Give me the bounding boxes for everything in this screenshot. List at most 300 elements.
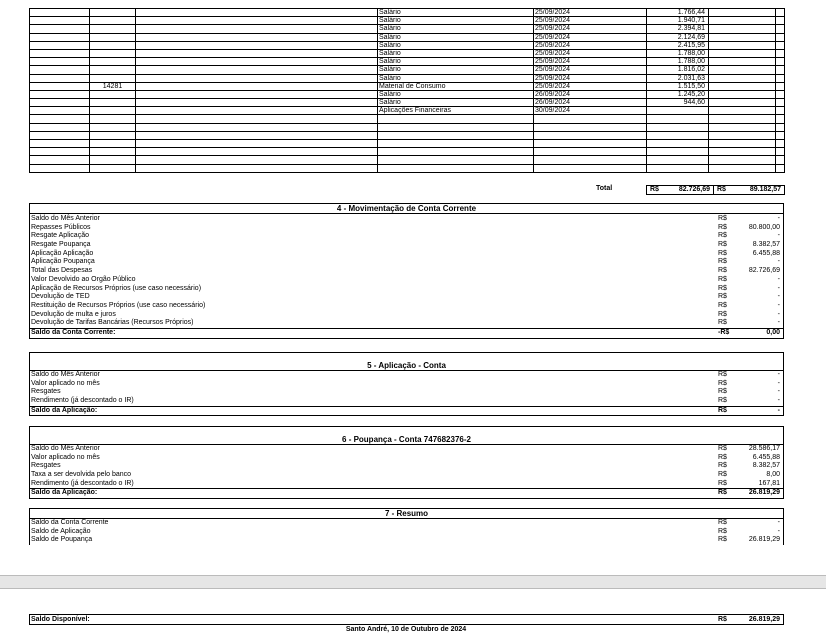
- section-row: [30, 258, 783, 267]
- row-label: Devolução de Tarifas Bancárias (Recursos Próprios): [31, 319, 194, 327]
- row-currency: R$: [718, 489, 727, 497]
- row-currency: R$: [718, 397, 727, 405]
- code-cell: [90, 66, 136, 74]
- value-cell: [647, 131, 709, 139]
- section-row: [30, 250, 783, 259]
- code-cell: [90, 148, 136, 156]
- total-label: Total: [596, 185, 613, 192]
- section-row: [30, 311, 783, 320]
- date-cell: [534, 140, 647, 148]
- blank-cell: [136, 131, 378, 139]
- row-value: -: [777, 388, 780, 396]
- blank-cell: [136, 115, 378, 123]
- ledger-row: [30, 58, 785, 66]
- description-cell: [378, 164, 534, 172]
- row-value: -: [777, 519, 780, 526]
- row-currency: R$: [718, 479, 727, 487]
- blank-cell: [776, 148, 785, 156]
- blank-cell: [136, 99, 378, 107]
- ledger-row: [30, 99, 785, 107]
- ledger-row: [30, 123, 785, 131]
- date-cell: 25/09/2024: [534, 17, 647, 25]
- code-cell: [90, 164, 136, 172]
- section-title: 6 - Poupança - Conta 747682376-2: [30, 435, 783, 445]
- blank-cell: [136, 148, 378, 156]
- row-label: Resgate Aplicação: [31, 232, 89, 240]
- date-cell: 26/09/2024: [534, 90, 647, 98]
- row-currency: R$: [718, 519, 727, 526]
- code-cell: [90, 41, 136, 49]
- description-cell: Salário: [378, 17, 534, 25]
- row-currency: R$: [718, 471, 727, 479]
- date-cell: 25/09/2024: [534, 58, 647, 66]
- row-label: Valor aplicado no mês: [31, 453, 100, 461]
- code-cell: [90, 9, 136, 17]
- blank-cell: [776, 41, 785, 49]
- ledger-row: [30, 49, 785, 57]
- blank-cell: [776, 58, 785, 66]
- blank-cell: [709, 74, 776, 82]
- ledger-row: [30, 74, 785, 82]
- row-label: Resgates: [31, 462, 61, 470]
- row-label: Rendimento (já descontado o IR): [31, 397, 134, 405]
- ledger-row: [30, 90, 785, 98]
- blank-cell: [709, 140, 776, 148]
- code-cell: [90, 156, 136, 164]
- row-value: -: [777, 301, 780, 309]
- description-cell: Salário: [378, 25, 534, 33]
- blank-cell: [709, 90, 776, 98]
- blank-cell: [30, 74, 90, 82]
- date-cell: [534, 156, 647, 164]
- ledger-row: [30, 140, 785, 148]
- row-currency: R$: [718, 453, 727, 461]
- row-label: Taxa a ser devolvida pelo banco: [31, 471, 132, 479]
- row-label: Restituição de Recursos Próprios (use caso necessário): [31, 301, 206, 309]
- date-cell: 25/09/2024: [534, 9, 647, 17]
- section-row: [30, 224, 783, 233]
- description-cell: [378, 148, 534, 156]
- blank-cell: [136, 156, 378, 164]
- page-break: [0, 575, 826, 589]
- row-value: -: [777, 527, 780, 535]
- row-currency: R$: [718, 267, 727, 275]
- value-cell: 1.788,00: [647, 49, 709, 57]
- blank-cell: [30, 66, 90, 74]
- value-cell: 1.788,00: [647, 58, 709, 66]
- row-value: 80.800,00: [748, 223, 780, 231]
- blank-cell: [776, 82, 785, 90]
- blank-cell: [709, 107, 776, 115]
- blank-cell: [776, 33, 785, 41]
- row-currency: R$: [718, 293, 727, 301]
- row-label: Resgates: [31, 388, 61, 396]
- blank-cell: [30, 58, 90, 66]
- blank-cell: [30, 49, 90, 57]
- row-label: Saldo do Mês Anterior: [31, 371, 100, 378]
- total-balance-cell: [713, 185, 785, 195]
- blank-cell: [136, 90, 378, 98]
- blank-cell: [776, 131, 785, 139]
- row-label: Devolução de TED: [31, 293, 90, 301]
- row-value: 8,00: [766, 471, 780, 479]
- description-cell: Salário: [378, 99, 534, 107]
- blank-cell: [136, 107, 378, 115]
- row-label: Saldo da Conta Corrente:: [31, 328, 116, 336]
- blank-cell: [709, 49, 776, 57]
- value-cell: 2.124,69: [647, 33, 709, 41]
- total-expenses-cell: [646, 185, 714, 195]
- section-row: [30, 319, 783, 328]
- value-cell: 2.394,81: [647, 25, 709, 33]
- row-label: Saldo do Mês Anterior: [31, 445, 100, 452]
- blank-cell: [30, 140, 90, 148]
- blank-cell: [30, 33, 90, 41]
- section-row: [30, 276, 783, 285]
- section-row: [30, 462, 783, 471]
- row-value: -: [777, 371, 780, 378]
- blank-cell: [709, 25, 776, 33]
- row-label: Valor aplicado no mês: [31, 379, 100, 387]
- blank-cell: [136, 164, 378, 172]
- row-label: Valor Devolvido ao Orgão Público: [31, 275, 136, 283]
- section-row: [30, 536, 783, 545]
- section-row: [30, 480, 783, 489]
- date-cell: [534, 164, 647, 172]
- code-cell: 14281: [90, 82, 136, 90]
- total-currency: R$: [650, 186, 659, 193]
- row-label: Saldo de Aplicação: [31, 527, 91, 535]
- blank-cell: [30, 9, 90, 17]
- blank-cell: [709, 66, 776, 74]
- blank-cell: [776, 99, 785, 107]
- ledger-row: [30, 41, 785, 49]
- blank-cell: [30, 17, 90, 25]
- code-cell: [90, 140, 136, 148]
- blank-cell: [30, 123, 90, 131]
- blank-cell: [709, 41, 776, 49]
- ledger-row: [30, 25, 785, 33]
- date-cell: [534, 148, 647, 156]
- section-row: [30, 454, 783, 463]
- blank-cell: [136, 82, 378, 90]
- section-savings-account: [29, 426, 784, 499]
- blank-cell: [709, 99, 776, 107]
- blank-cell: [136, 74, 378, 82]
- blank-cell: [30, 99, 90, 107]
- section-row: [30, 285, 783, 294]
- available-balance-value: 26.819,29: [748, 616, 780, 623]
- row-value: -: [777, 293, 780, 301]
- blank-cell: [776, 49, 785, 57]
- date-cell: [534, 123, 647, 131]
- row-label: Repasses Públicos: [31, 223, 91, 231]
- section-investment-account: [29, 352, 784, 416]
- blank-cell: [136, 58, 378, 66]
- section-row: [30, 302, 783, 311]
- row-currency: R$: [718, 371, 727, 378]
- date-cell: 25/09/2024: [534, 25, 647, 33]
- row-currency: R$: [718, 388, 727, 396]
- row-value: 26.819,29: [748, 536, 780, 544]
- description-cell: Material de Consumo: [378, 82, 534, 90]
- description-cell: Salário: [378, 58, 534, 66]
- row-value: -: [777, 284, 780, 292]
- blank-cell: [709, 17, 776, 25]
- description-cell: Salário: [378, 33, 534, 41]
- row-value: 6.455,88: [752, 453, 780, 461]
- code-cell: [90, 58, 136, 66]
- row-value: -: [777, 406, 780, 414]
- section-row: [30, 215, 783, 224]
- blank-cell: [136, 9, 378, 17]
- section-summary: [29, 508, 784, 545]
- ledger-row: [30, 9, 785, 17]
- row-currency: R$: [718, 301, 727, 309]
- section-row: [30, 267, 783, 276]
- blank-cell: [136, 33, 378, 41]
- ledger-row: [30, 82, 785, 90]
- ledger-row: [30, 66, 785, 74]
- value-cell: 1.245,20: [647, 90, 709, 98]
- description-cell: [378, 123, 534, 131]
- row-label: Saldo da Aplicação:: [31, 489, 98, 497]
- section-row: [30, 528, 783, 537]
- total-currency-2: R$: [717, 186, 726, 193]
- row-label: Aplicação Poupança: [31, 258, 95, 266]
- row-currency: R$: [718, 527, 727, 535]
- date-cell: 25/09/2024: [534, 33, 647, 41]
- section-row: [30, 232, 783, 241]
- blank-cell: [136, 140, 378, 148]
- value-cell: 1.515,50: [647, 82, 709, 90]
- blank-cell: [776, 156, 785, 164]
- blank-cell: [709, 164, 776, 172]
- blank-cell: [709, 156, 776, 164]
- section-title: 4 - Movimentação de Conta Corrente: [30, 204, 783, 214]
- row-value: 0,00: [766, 328, 780, 336]
- value-cell: [647, 115, 709, 123]
- row-value: -: [777, 379, 780, 387]
- blank-cell: [30, 164, 90, 172]
- code-cell: [90, 115, 136, 123]
- blank-cell: [30, 148, 90, 156]
- code-cell: [90, 107, 136, 115]
- row-value: -: [777, 397, 780, 405]
- row-currency: R$: [718, 223, 727, 231]
- value-cell: [647, 164, 709, 172]
- date-cell: 25/09/2024: [534, 66, 647, 74]
- row-label: Saldo do Mês Anterior: [31, 215, 100, 222]
- blank-cell: [136, 25, 378, 33]
- place-and-date: Santo André, 10 de Outubro de 2024: [345, 626, 467, 633]
- description-cell: Salário: [378, 66, 534, 74]
- blank-cell: [709, 9, 776, 17]
- row-value: 6.455,88: [752, 249, 780, 257]
- date-cell: 25/09/2024: [534, 41, 647, 49]
- blank-cell: [30, 82, 90, 90]
- ledger-row: [30, 17, 785, 25]
- section-current-account: [29, 203, 784, 339]
- row-currency: R$: [718, 319, 727, 327]
- row-currency: R$: [718, 462, 727, 470]
- section-total-row: [30, 328, 783, 338]
- row-label: Saldo da Aplicação:: [31, 406, 98, 414]
- row-value: -: [777, 310, 780, 318]
- code-cell: [90, 90, 136, 98]
- blank-cell: [136, 49, 378, 57]
- blank-cell: [709, 58, 776, 66]
- value-cell: 2.031,63: [647, 74, 709, 82]
- section-title: 5 - Aplicação - Conta: [30, 361, 783, 371]
- blank-cell: [30, 156, 90, 164]
- row-currency: R$: [718, 536, 727, 544]
- description-cell: [378, 131, 534, 139]
- row-value: -: [777, 275, 780, 283]
- value-cell: 1.766,44: [647, 9, 709, 17]
- code-cell: [90, 99, 136, 107]
- ledger-row: [30, 115, 785, 123]
- row-label: Resgate Poupança: [31, 241, 91, 249]
- section-row: [30, 445, 783, 454]
- blank-cell: [30, 90, 90, 98]
- row-value: 82.726,69: [748, 267, 780, 275]
- blank-cell: [776, 123, 785, 131]
- row-label: Aplicação de Recursos Próprios (use caso necessário): [31, 284, 202, 292]
- row-label: Saldo de Poupança: [31, 536, 93, 544]
- date-cell: 26/09/2024: [534, 99, 647, 107]
- code-cell: [90, 74, 136, 82]
- description-cell: [378, 140, 534, 148]
- blank-cell: [776, 25, 785, 33]
- row-label: Rendimento (já descontado o IR): [31, 479, 134, 487]
- ledger-row: [30, 148, 785, 156]
- available-balance-label: Saldo Disponível:: [31, 616, 90, 623]
- value-cell: [647, 156, 709, 164]
- date-cell: [534, 115, 647, 123]
- value-cell: [647, 140, 709, 148]
- row-value: 8.382,57: [752, 462, 780, 470]
- section-row: [30, 519, 783, 528]
- section-row: [30, 241, 783, 250]
- expense-ledger-table: [29, 8, 785, 173]
- value-cell: 1.816,02: [647, 66, 709, 74]
- row-value: -: [777, 232, 780, 240]
- row-currency: -R$: [718, 328, 730, 336]
- blank-cell: [30, 115, 90, 123]
- row-currency: R$: [718, 215, 727, 222]
- value-cell: [647, 123, 709, 131]
- section-row: [30, 380, 783, 389]
- description-cell: Salário: [378, 41, 534, 49]
- section-total-row: [30, 406, 783, 416]
- row-currency: R$: [718, 275, 727, 283]
- description-cell: Aplicações Financeiras: [378, 107, 534, 115]
- blank-cell: [30, 131, 90, 139]
- description-cell: Salário: [378, 74, 534, 82]
- date-cell: 30/09/2024: [534, 107, 647, 115]
- blank-cell: [709, 123, 776, 131]
- date-cell: 25/09/2024: [534, 74, 647, 82]
- total-value-2: 89.182,57: [749, 186, 781, 193]
- row-label: Devolução de multa e juros: [31, 310, 116, 318]
- blank-cell: [776, 107, 785, 115]
- code-cell: [90, 25, 136, 33]
- code-cell: [90, 17, 136, 25]
- row-currency: R$: [718, 232, 727, 240]
- date-cell: [534, 131, 647, 139]
- row-currency: R$: [718, 241, 727, 249]
- date-cell: 25/09/2024: [534, 49, 647, 57]
- ledger-row: [30, 164, 785, 172]
- row-currency: R$: [718, 249, 727, 257]
- code-cell: [90, 131, 136, 139]
- description-cell: Salário: [378, 90, 534, 98]
- description-cell: Salário: [378, 49, 534, 57]
- row-label: Aplicação Aplicação: [31, 249, 94, 257]
- section-title: 7 - Resumo: [30, 509, 783, 519]
- value-cell: 944,60: [647, 99, 709, 107]
- section-total-row: [30, 488, 783, 498]
- blank-cell: [709, 148, 776, 156]
- row-value: 8.382,57: [752, 241, 780, 249]
- blank-cell: [136, 66, 378, 74]
- ledger-row: [30, 131, 785, 139]
- available-balance: [29, 614, 784, 625]
- section-row: [30, 388, 783, 397]
- row-currency: R$: [718, 310, 727, 318]
- blank-cell: [776, 90, 785, 98]
- blank-cell: [776, 164, 785, 172]
- row-currency: R$: [718, 445, 727, 452]
- blank-cell: [776, 115, 785, 123]
- code-cell: [90, 123, 136, 131]
- blank-cell: [776, 17, 785, 25]
- date-cell: 25/09/2024: [534, 82, 647, 90]
- value-cell: 2.415,95: [647, 41, 709, 49]
- section-row: [30, 371, 783, 380]
- row-value: -: [777, 215, 780, 222]
- blank-cell: [30, 25, 90, 33]
- description-cell: [378, 115, 534, 123]
- blank-cell: [776, 74, 785, 82]
- ledger-row: [30, 107, 785, 115]
- blank-cell: [776, 140, 785, 148]
- blank-cell: [136, 17, 378, 25]
- blank-cell: [709, 33, 776, 41]
- row-currency: R$: [718, 284, 727, 292]
- blank-cell: [709, 82, 776, 90]
- section-row: [30, 471, 783, 480]
- available-balance-currency: R$: [718, 616, 727, 623]
- row-value: -: [777, 258, 780, 266]
- blank-cell: [776, 9, 785, 17]
- description-cell: [378, 156, 534, 164]
- section-row: [30, 397, 783, 406]
- row-value: 167,81: [758, 479, 780, 487]
- row-currency: R$: [718, 406, 727, 414]
- blank-cell: [30, 41, 90, 49]
- blank-cell: [776, 66, 785, 74]
- description-cell: Salário: [378, 9, 534, 17]
- row-currency: R$: [718, 258, 727, 266]
- blank-cell: [136, 123, 378, 131]
- row-value: 28.586,17: [748, 445, 780, 452]
- value-cell: [647, 107, 709, 115]
- row-value: 26.819,29: [748, 489, 780, 497]
- section-row: [30, 293, 783, 302]
- blank-cell: [136, 41, 378, 49]
